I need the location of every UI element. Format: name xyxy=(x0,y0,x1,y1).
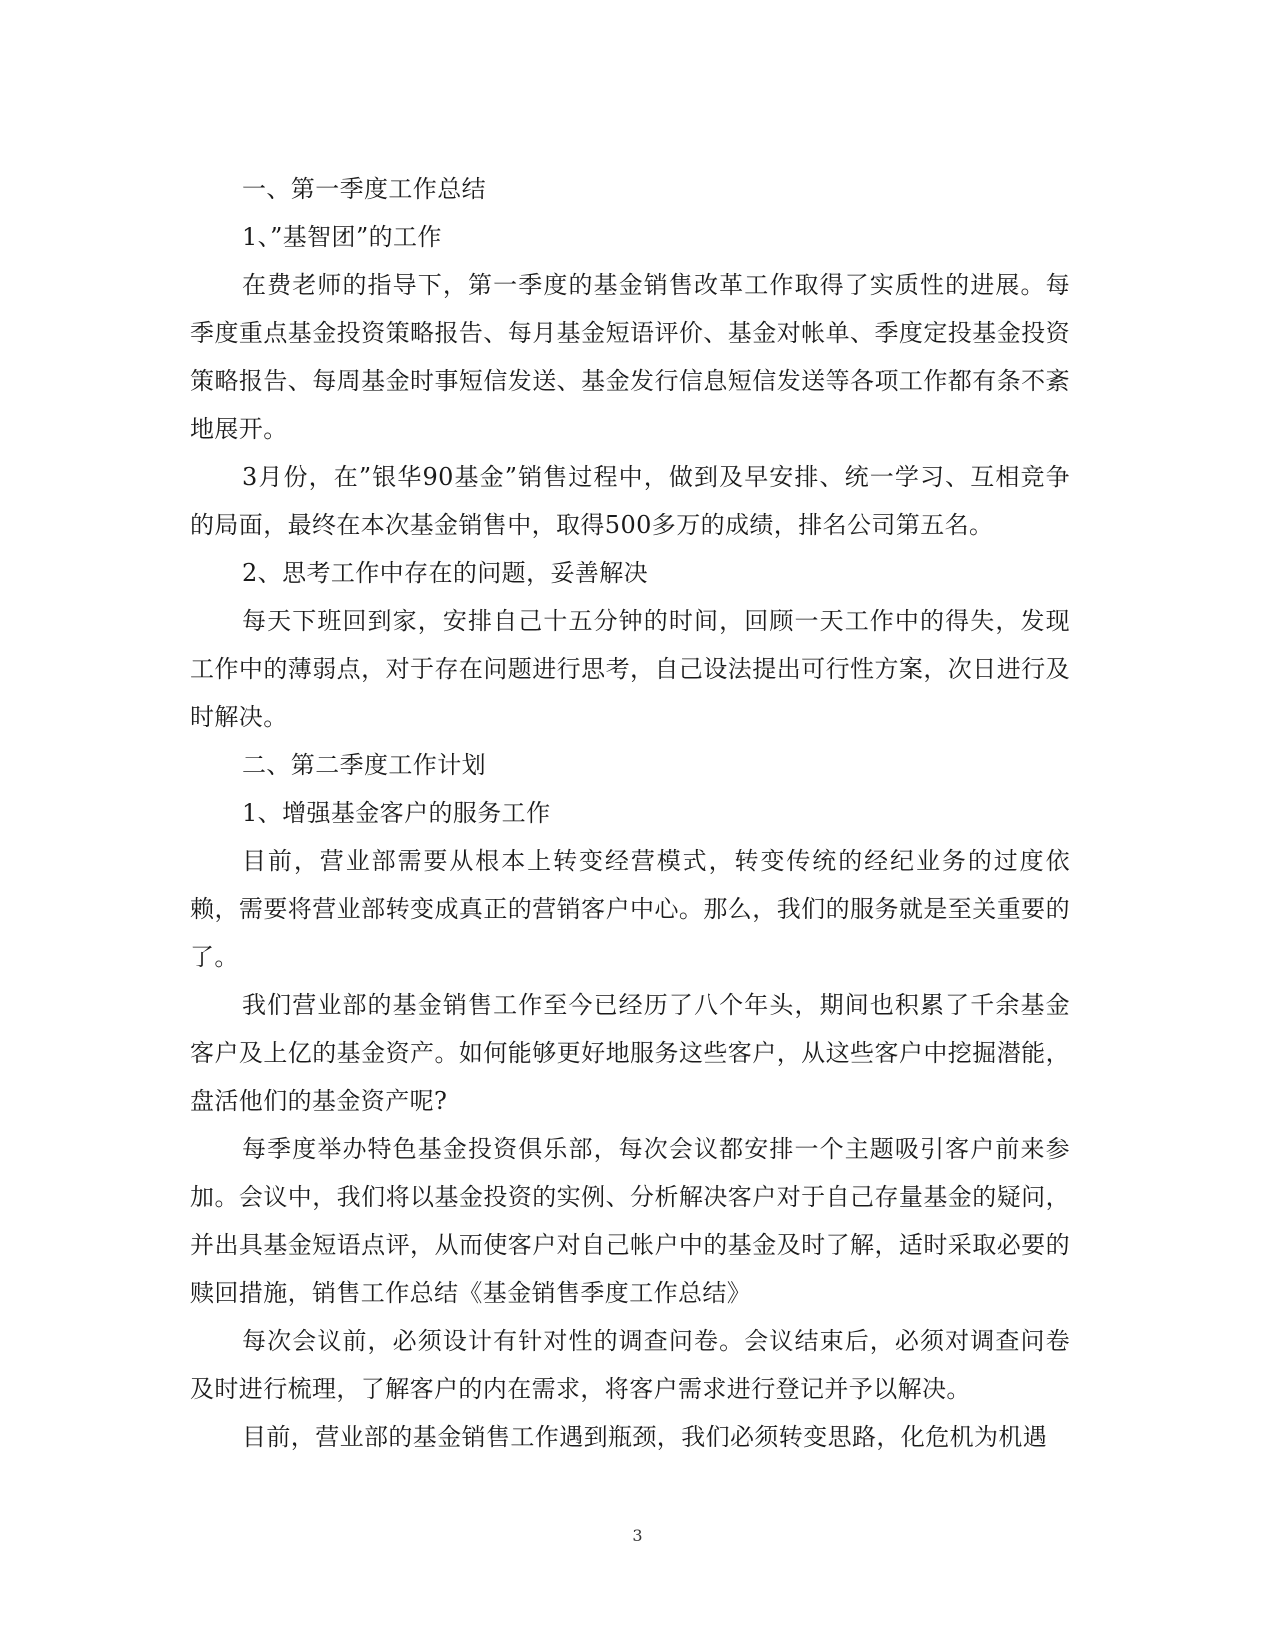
document-body xyxy=(190,165,1070,1461)
paragraph: 我们营业部的基金销售工作至今已经历了八个年头，期间也积累了千余基金客户及上亿的基金资产。如何能够更好地服务这些客户，从这些客户中挖掘潜能，盘活他们的基金资产呢? xyxy=(190,991,1070,1115)
paragraph: 每天下班回到家，安排自己十五分钟的时间，回顾一天工作中的得失，发现工作中的薄弱点，对于存在问题进行思考，自己设法提出可行性方案，次日进行及时解决。 xyxy=(190,607,1070,731)
paragraph: 目前，营业部需要从根本上转变经营模式，转变传统的经纪业务的过度依赖，需要将营业部转变成真正的营销客户中心。那么，我们的服务就是至关重要的了。 xyxy=(190,847,1070,971)
heading-section-1: 一、第一季度工作总结 xyxy=(242,175,486,203)
subheading-1-2: 2、思考工作中存在的问题，妥善解决 xyxy=(242,559,649,587)
subheading-1-1: 1、”基智团”的工作 xyxy=(242,223,442,251)
subheading-2-1: 1、增强基金客户的服务工作 xyxy=(242,799,551,827)
heading-section-2: 二、第二季度工作计划 xyxy=(242,751,486,779)
paragraph: 目前，营业部的基金销售工作遇到瓶颈，我们必须转变思路，化危机为机遇 xyxy=(242,1423,1048,1451)
paragraph: 在费老师的指导下，第一季度的基金销售改革工作取得了实质性的进展。每季度重点基金投资策略报告、每月基金短语评价、基金对帐单、季度定投基金投资策略报告、每周基金时事短信发送、基金发行信息短信发送等各项工作都有条不紊地展开。 xyxy=(190,271,1070,443)
paragraph: 3月份，在”银华90基金”销售过程中，做到及早安排、统一学习、互相竞争的局面，最终在本次基金销售中，取得500多万的成绩，排名公司第五名。 xyxy=(190,463,1070,539)
paragraph: 每季度举办特色基金投资俱乐部，每次会议都安排一个主题吸引客户前来参加。会议中，我们将以基金投资的实例、分析解决客户对于自己存量基金的疑问，并出具基金短语点评，从而使客户对自己帐户中的基金及时了解，适时采取必要的赎回措施，销售工作总结《基金销售季度工作总结》 xyxy=(190,1135,1070,1307)
paragraph: 每次会议前，必须设计有针对性的调查问卷。会议结束后，必须对调查问卷及时进行梳理，了解客户的内在需求，将客户需求进行登记并予以解决。 xyxy=(190,1327,1070,1403)
page-number: 3 xyxy=(632,1526,643,1545)
